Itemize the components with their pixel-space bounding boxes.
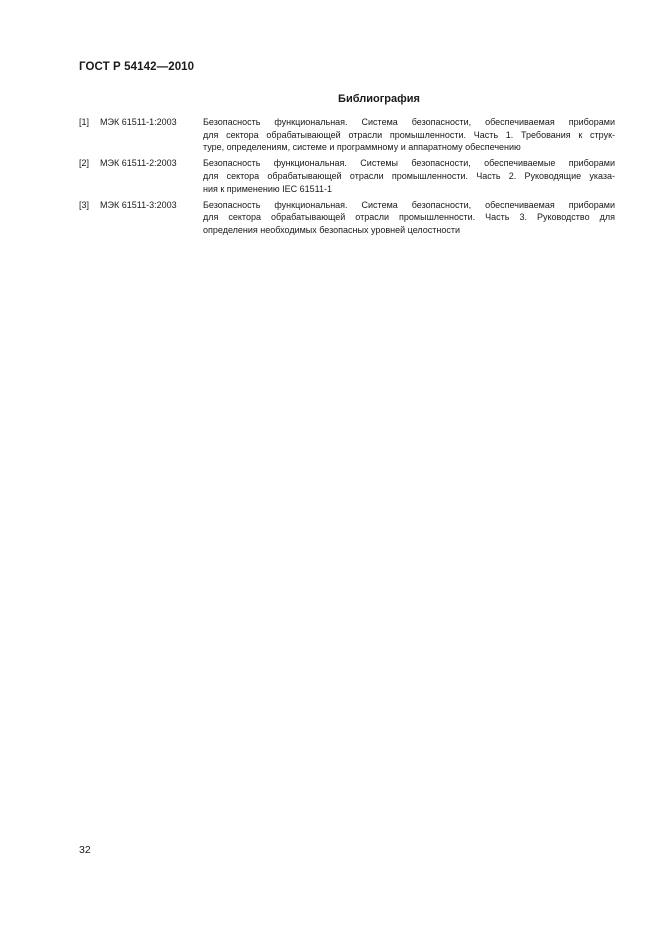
bibliography-entry-description <box>203 116 615 154</box>
bibliography-entry-2 <box>79 157 615 195</box>
bibliography-entry-reference: МЭК 61511-1:2003 <box>100 117 177 127</box>
description-line: Безопасность функциональная. Система безопасности, обеспечиваемая приборами <box>203 117 615 127</box>
bibliography-entry-1 <box>79 116 615 154</box>
bibliography-entry-number: [2] <box>79 158 90 169</box>
bibliography-entry-reference: МЭК 61511-2:2003 <box>100 158 177 169</box>
description-line: ния к применению IEC 61511-1 <box>203 183 332 194</box>
bibliography-entry-3 <box>79 199 615 237</box>
bibliography-entry-reference: МЭК 61511-3:2003 <box>100 199 177 210</box>
bibliography-list <box>79 116 615 240</box>
bibliography-entry-number: [3] <box>79 199 90 210</box>
description-line: Безопасность функциональная. Система безопасности, обеспечиваемая приборами <box>203 199 615 210</box>
bibliography-entry-description <box>203 199 615 237</box>
description-line: для сектора обрабатывающей отрасли промышленности. Часть 1. Требования к струк- <box>203 129 615 140</box>
description-line: Безопасность функциональная. Системы безопасности, обеспечиваемые приборами <box>203 158 615 169</box>
section-title-bibliography: Библиография <box>338 93 420 105</box>
page-number: 32 <box>79 844 91 856</box>
description-line: определения необходимых безопасных уровней целостности <box>203 224 461 235</box>
bibliography-entry-description <box>203 157 615 195</box>
description-line: для сектора обрабатывающей отрасли промышленности. Часть 3. Руководство для <box>203 212 615 223</box>
description-line: туре, определениям, системе и программному и аппаратному обеспечению <box>203 142 521 153</box>
document-code: ГОСТ Р 54142—2010 <box>79 61 195 73</box>
bibliography-entry-number: [1] <box>79 117 90 127</box>
description-line: для сектора обрабатывающей отрасли промышленности. Часть 2. Руководящие указа- <box>203 170 615 181</box>
